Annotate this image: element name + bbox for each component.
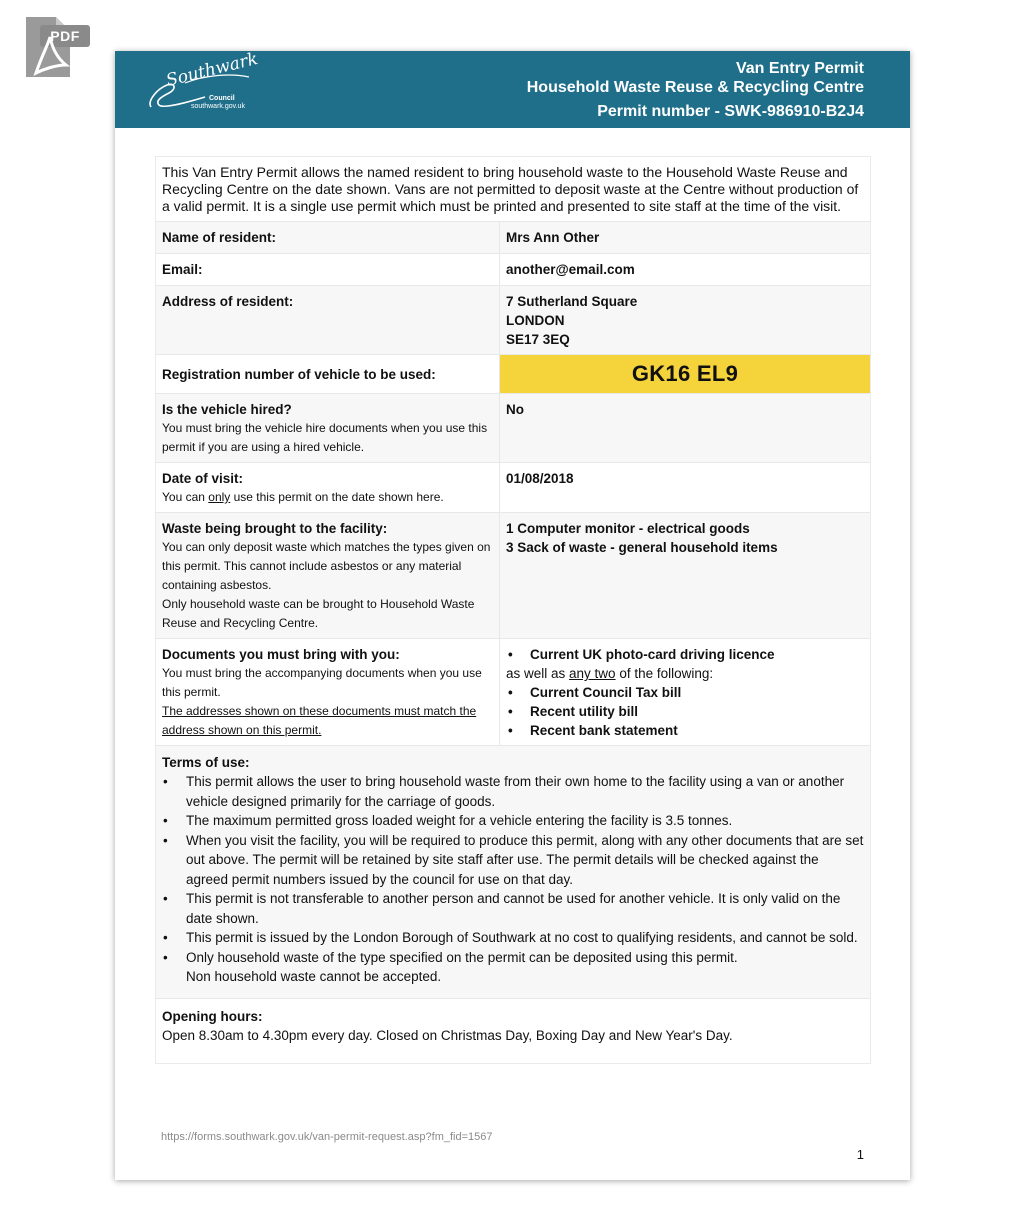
registration-label: Registration number of vehicle to be used: [162,366,436,382]
address-line-3: SE17 3EQ [506,332,570,347]
permit-details-table [155,156,871,1064]
document-page [115,48,910,1180]
southwark-logo [145,48,260,115]
date-note: You can only use this permit on the date shown here. [162,490,444,504]
pdf-file-icon [22,15,92,80]
documents-label: Documents you must bring with you: [162,647,400,662]
hired-note: You must bring the vehicle hire documents when you use this permit if you are using a hired vehicle. [162,421,488,454]
terms-item: • Only household waste of the type specified on the permit can be deposited using this permit. Non household waste cannot be accepted. [162,948,864,987]
opening-hours-section [156,998,870,1063]
name-label: Name of resident: [162,230,277,245]
address-value [500,286,870,354]
row-email [156,253,870,285]
documents-also-text: as well as any two of the following: [506,666,714,681]
permit-header [115,48,910,128]
document-item: • Recent bank statement [506,721,864,740]
logo-wordmark: Southwark [164,48,260,91]
name-value: Mrs Ann Other [506,230,600,245]
documents-note: You must bring the accompanying documents when you use this permit. [162,666,482,699]
email-label: Email: [162,262,203,277]
logo-council: Council [209,95,235,102]
row-date [156,462,870,512]
waste-note-1: You can only deposit waste which matches the types given on this permit. This cannot include asbestos or any material containing asbestos. [162,540,491,592]
terms-item: • The maximum permitted gross loaded weight for a vehicle entering the facility is 3.5 tonnes. [162,811,864,831]
row-name [156,221,870,253]
terms-item: • When you visit the facility, you will be required to produce this permit, along with any other documents that are set out above. The permit will be retained by site staff after use. The permit details will be checked against the agreed permit numbers issued by the council for use on that day. [162,831,864,890]
waste-items [500,513,870,638]
permit-number: Permit number - SWK-986910-B2J4 [597,103,864,120]
row-address [156,285,870,354]
waste-item: 1 Computer monitor - electrical goods [506,521,750,536]
hired-value: No [506,402,524,417]
waste-item: 3 Sack of waste - general household items [506,540,778,555]
address-label: Address of resident: [162,294,294,309]
terms-item: • This permit allows the user to bring household waste from their own home to the facility using a van or another vehicle designed primarily for the carriage of goods. [162,772,864,811]
email-value: another@email.com [506,262,635,277]
terms-item: • This permit is issued by the London Borough of Southwark at no cost to qualifying residents, and cannot be sold. [162,928,864,948]
row-registration [156,354,870,393]
terms-item: • This permit is not transferable to another person and cannot be used for another vehicle. It is only valid on the date shown. [162,889,864,928]
page-number: 1 [856,1147,864,1162]
documents-address-note: The addresses shown on these documents must match the address shown on this permit. [162,704,477,737]
intro-paragraph: This Van Entry Permit allows the named resident to bring household waste to the Household Waste Reuse and Recycling Centre on the date shown. Vans are not permitted to deposit waste at the Centre without production of a valid permit. It is a single use permit which must be printed and presented to site staff at the time of the visit. [162,164,859,214]
waste-note-2: Only household waste can be brought to Household Waste Reuse and Recycling Centre. [162,597,475,630]
address-line-1: 7 Sutherland Square [506,294,638,309]
row-documents [156,638,870,745]
waste-label: Waste being brought to the facility: [162,521,388,536]
date-value: 01/08/2018 [506,471,574,486]
registration-plate: GK16 EL9 [500,355,870,393]
permit-title: Van Entry Permit [735,60,864,77]
document-item: • Recent utility bill [506,702,864,721]
document-item: • Current Council Tax bill [506,683,864,702]
document-item: • Current UK photo-card driving licence [506,645,864,664]
opening-hours-text: Open 8.30am to 4.30pm every day. Closed on Christmas Day, Boxing Day and New Year's Day. [162,1027,733,1043]
terms-title: Terms of use: [162,755,250,770]
centre-name: Household Waste Reuse & Recycling Centre [526,79,864,96]
terms-section [156,745,870,998]
pdf-badge-label: PDF [50,28,80,44]
row-hired [156,393,870,462]
row-waste [156,512,870,638]
footer-url: https://forms.southwark.gov.uk/van-permit-request.asp?fm_fid=1567 [161,1131,493,1143]
date-label: Date of visit: [162,471,244,486]
opening-hours-title: Opening hours: [162,1008,263,1024]
documents-list [500,639,870,745]
logo-site: southwark.gov.uk [191,103,245,110]
address-line-2: LONDON [506,313,565,328]
hired-label: Is the vehicle hired? [162,402,292,417]
